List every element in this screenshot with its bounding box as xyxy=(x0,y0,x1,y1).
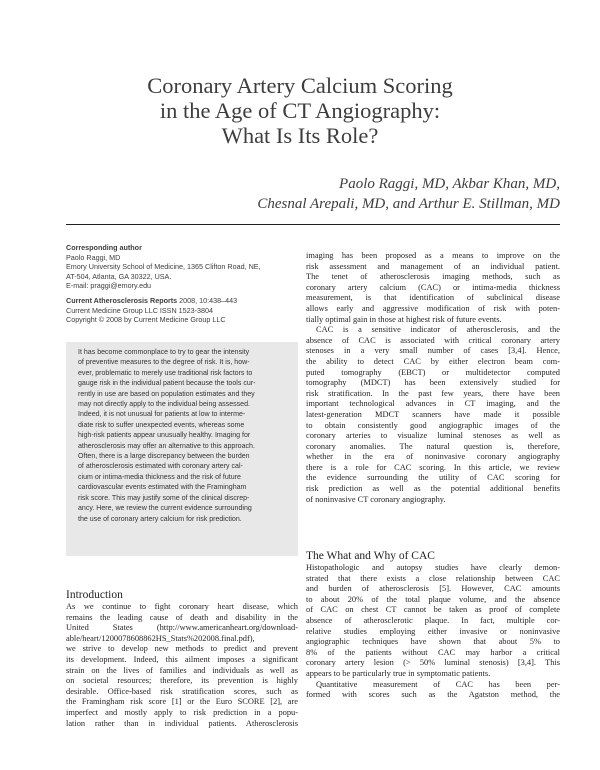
body-line: to about 20% of the total plaque volume, and the absence xyxy=(306,594,560,604)
abstract-line: atherosclerosis may offer an alternative to this approach. xyxy=(78,442,255,450)
author-line: Paolo Raggi, MD, Akbar Khan, MD, xyxy=(339,176,560,192)
body-line: the evidence surrounding the utility of CAC scoring for xyxy=(306,473,560,483)
body-line: Histopathologic and autopsy studies have clearly demon- xyxy=(306,563,560,572)
article-title xyxy=(40,73,560,148)
abstract-line: the use of coronary artery calcium for risk prediction. xyxy=(78,515,242,523)
section-heading-what-why-cac: The What and Why of CAC xyxy=(306,550,435,562)
body-line: the Framingham risk score [1] or the Euro SCORE [2], are xyxy=(66,697,298,707)
body-line: formed with scores such as the Agatston method, the xyxy=(306,690,560,700)
body-line: measurement, is that identification of subclinical disease xyxy=(306,293,560,303)
section-heading-introduction: Introduction xyxy=(66,589,123,601)
body-line: imperfect and mostly apply to risk prediction in a popu- xyxy=(66,707,298,717)
body-line: absence of atherosclerotic plaque. In fact, multiple cor- xyxy=(306,615,560,625)
body-line: 8% of the patients without CAC may harbor a critical xyxy=(306,647,560,657)
abstract-line: may not directly apply to the individual being assessed. xyxy=(78,401,250,409)
body-line: whether in the era of noninvasive coronary angiography xyxy=(306,452,560,462)
body-line: the ability to detect CAC by either electron beam com- xyxy=(306,356,560,366)
abstract-line: of preventive measures to the degree of risk. It is, how- xyxy=(78,359,250,367)
abstract-line: diate risk to suffer unexpected events, whereas some xyxy=(78,421,245,429)
body-line: stenoses in a very small number of cases [3,4]. Hence, xyxy=(306,346,560,356)
body-line: to obtain consistently good angiographic images of the xyxy=(306,420,560,430)
body-line: risk stratification. In the past few years, there have been xyxy=(306,388,560,398)
body-line: risk assessment and management of an individual patient. xyxy=(306,261,560,271)
abstract-line: cium or intima-media thickness and the risk of future xyxy=(78,473,241,481)
abstract-line: rently in use are based on population estimates and they xyxy=(78,390,255,398)
body-line: on societal resources; therefore, its prevention is highly xyxy=(66,676,298,686)
corresponding-name: Paolo Raggi, MD xyxy=(66,252,121,262)
body-line: of CAC on chest CT cannot be taken as proof of complete xyxy=(306,605,560,615)
body-line: tomography (MDCT) has been extensively studied for xyxy=(306,378,560,388)
body-line: we strive to develop new methods to predict and prevent xyxy=(66,644,298,654)
corresponding-address: AT-504, Atlanta, GA 30322, USA. xyxy=(66,271,172,281)
body-line: desirable. Office-based risk stratification scores, such as xyxy=(66,686,298,696)
body-line: relative studies employing either invasive or noninvasive xyxy=(306,626,560,636)
body-line: puted tomography (EBCT) or multidetector computed xyxy=(306,367,560,377)
body-line: angiographic techniques have shown that about 5% to xyxy=(306,637,560,647)
abstract-line: Indeed, it is not unusual for patients at low to interme- xyxy=(78,411,246,419)
body-line: coronary anomalies. The natural question is, therefore, xyxy=(306,441,560,451)
body-line: lation rather than in individual patients. Atherosclerosis xyxy=(66,718,298,728)
body-line: there is a role for CAC scoring. In this article, we review xyxy=(306,462,560,472)
body-line: coronary artery lesion (> 50% luminal stenosis) [3,4]. This xyxy=(306,658,560,668)
body-line: of noninvasive CT coronary angiography. xyxy=(306,494,446,504)
title-line: What Is Its Role? xyxy=(221,123,379,148)
author-list xyxy=(100,174,560,214)
title-divider xyxy=(66,224,560,225)
body-line: United States (http://www.americanheart.org/download- xyxy=(66,623,298,633)
body-line: coronary arteries to visualize luminal stenoses as well as xyxy=(306,431,560,441)
body-line: latest-generation MDCT scanners have made it possible xyxy=(306,409,560,419)
body-line: and burden of atherosclerosis [5]. However, CAC amounts xyxy=(306,584,560,594)
abstract-line: gauge risk in the individual patient because the tools cur- xyxy=(78,380,256,388)
abstract-line: of atherosclerosis estimated with coronary artery cal- xyxy=(78,463,243,471)
body-line: CAC is a sensitive indicator of atherosclerosis, and the xyxy=(316,325,560,335)
body-line: strated that there exists a close relationship between CAC xyxy=(306,573,560,583)
introduction-body xyxy=(66,602,298,729)
body-line: risk prediction as well as the potential additional benefits xyxy=(306,484,560,494)
body-line: As we continue to fight coronary heart disease, which xyxy=(66,602,298,611)
title-line: in the Age of CT Angiography: xyxy=(159,98,441,123)
abstract-line: ever, problematic to merely use traditional risk factors to xyxy=(78,369,253,377)
abstract-line: Often, there is a large discrepancy between the burden xyxy=(78,453,250,461)
body-line: The tenet of atherosclerosis imaging methods, such as xyxy=(306,272,560,282)
body-line: absence of CAC is associated with critical coronary artery xyxy=(306,335,560,345)
what-why-body xyxy=(306,563,560,701)
body-line: tially optimal gain in those at highest risk of future events. xyxy=(306,314,502,324)
body-line: appears to be particularly true in symptomatic patients. xyxy=(306,668,491,678)
corresponding-label: Corresponding author xyxy=(66,243,142,252)
body-line: remains the leading cause of death and disability in the xyxy=(66,612,298,622)
journal-name: Current Atherosclerosis Reports xyxy=(66,295,178,305)
abstract-line: high-risk patients appear unusually healthy. Imaging for xyxy=(78,432,251,440)
author-line: Chesnal Arepali, MD, and Arthur E. Stillman, MD xyxy=(257,196,560,212)
body-line: its development. Indeed, this ailment imposes a significant xyxy=(66,654,298,664)
journal-volume: 2008, 10:438–443 xyxy=(177,295,238,305)
abstract-line: cardiovascular events estimated with the Framingham xyxy=(78,484,247,492)
title-line: Coronary Artery Calcium Scoring xyxy=(147,73,453,98)
copyright: Copyright © 2008 by Current Medicine Group LLC xyxy=(66,315,226,325)
abstract xyxy=(78,348,288,525)
body-line: imaging has been proposed as a means to improve on the xyxy=(306,251,560,260)
corresponding-email: E-mail: praggi@emory.edu xyxy=(66,281,152,291)
abstract-line: ancy. Here, we review the current evidence surrounding xyxy=(78,505,252,513)
corresponding-address: Emory University School of Medicine, 1365 Clifton Road, NE, xyxy=(66,262,261,272)
right-column-body xyxy=(306,251,560,505)
publisher-issn: Current Medicine Group LLC ISSN 1523-3804 xyxy=(66,305,214,315)
abstract-line: risk score. This may justify some of the clinical discrep- xyxy=(78,494,250,502)
body-line: allows early and aggressive modification of risk with poten- xyxy=(306,303,560,313)
body-line: important technological advances in CT imaging, and the xyxy=(306,399,560,409)
abstract-line: It has become commonplace to try to gear the intensity xyxy=(78,349,250,356)
article-meta xyxy=(66,243,296,325)
body-line: coronary artery calcium (CAC) or intima-media thickness xyxy=(306,282,560,292)
body-line: Quantitative measurement of CAC has been per- xyxy=(316,679,560,689)
body-line: strain on the lives of families and individuals as well as xyxy=(66,665,298,675)
body-line: able/heart/1200078608862HS_Stats%202008.final.pdf), xyxy=(66,633,255,643)
journal-citation xyxy=(66,296,296,306)
